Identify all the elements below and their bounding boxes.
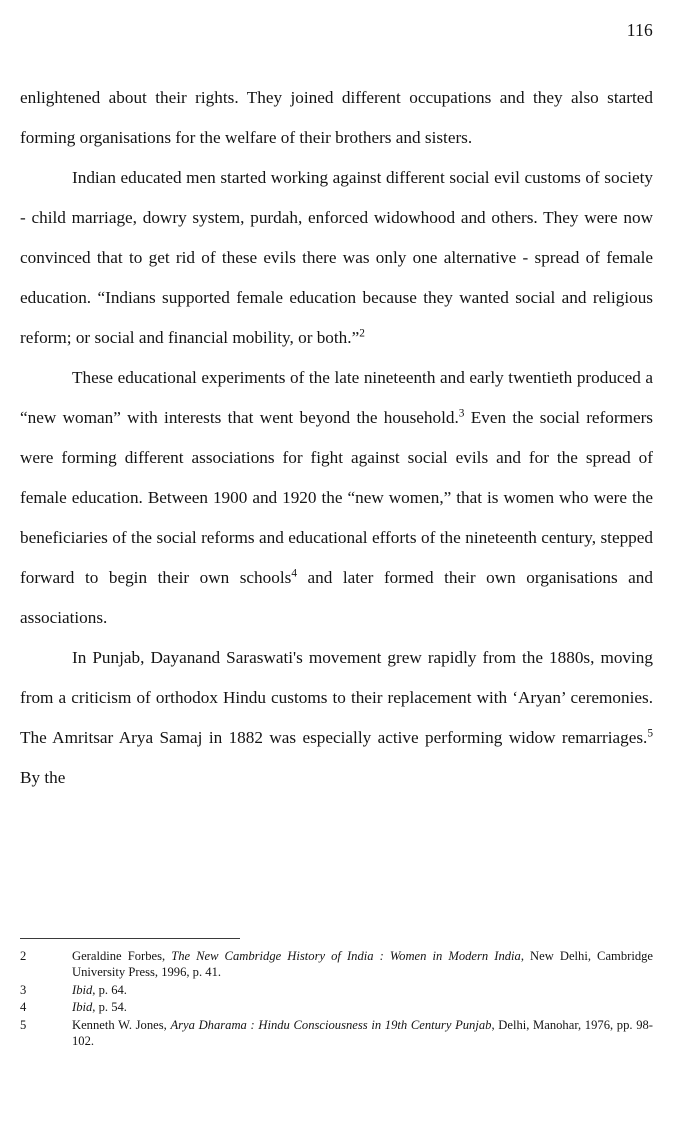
body-text bbox=[20, 78, 653, 798]
footnote-text bbox=[72, 982, 653, 998]
paragraph-3-text-b: Even the social reformers were forming different associations for fight against social evils and for the spread of female education. Between 1900 and 1920 the “new women,” that is women who were the beneficiaries of the social reforms and educational efforts of the nineteenth century, stepped forward to begin their own schools bbox=[20, 408, 653, 587]
page-number: 116 bbox=[626, 20, 653, 40]
footnote-text bbox=[72, 948, 653, 981]
footnote-separator-rule bbox=[20, 938, 240, 939]
footnote-text-pre: Kenneth W. Jones, bbox=[72, 1017, 171, 1032]
footnote-marker-3[interactable]: 3 bbox=[458, 407, 465, 420]
paragraph-4-text-b: By the bbox=[20, 768, 66, 787]
paragraph-3-text-c: and later formed their own organisations and associations. bbox=[20, 568, 653, 627]
footnote-title-italic: Arya Dharama : Hindu Consciousness in 19th Century Punjab bbox=[170, 1017, 492, 1032]
footnote-item bbox=[20, 982, 653, 998]
paragraph-1 bbox=[20, 78, 653, 158]
footnote-title-italic: Ibid bbox=[72, 1000, 93, 1015]
footnote-marker-2[interactable]: 2 bbox=[359, 327, 365, 340]
footnote-number: 3 bbox=[20, 982, 27, 997]
footnote-text-post: , Delhi, Manohar, 1976, pp. 98-102. bbox=[72, 1017, 653, 1049]
paragraph-3-text-a: These educational experiments of the late nineteenth and early twentieth produced a “new woman” with interests that went beyond the household. bbox=[20, 368, 653, 427]
paragraph-2-text: Indian educated men started working against different social evil customs of society - child marriage, dowry system, purdah, enforced widowhood and others. They were now convinced that to get rid of these evils there was only one alternative - spread of female education. “Indians supported female education because they wanted social and religious reform; or social and financial mobility, or both.” bbox=[20, 168, 653, 347]
paragraph-4-text-a: In Punjab, Dayanand Saraswati's movement grew rapidly from the 1880s, moving from a criticism of orthodox Hindu customs to their replacement with ‘Aryan’ ceremonies. The Amritsar Arya Samaj in 1882 was especially active performing widow remarriages. bbox=[20, 648, 653, 747]
footnote-text-post: , p. 54. bbox=[92, 1000, 127, 1015]
footnote-marker-4[interactable]: 4 bbox=[291, 567, 297, 580]
footnote-marker-5[interactable]: 5 bbox=[647, 727, 653, 740]
footnote-text-pre: Geraldine Forbes, bbox=[72, 949, 172, 963]
footnote-number: 5 bbox=[20, 1017, 27, 1032]
footnote-item bbox=[20, 948, 653, 981]
footnote-text bbox=[72, 1017, 653, 1050]
footnote-number: 2 bbox=[20, 949, 27, 963]
footnote-item bbox=[20, 1017, 653, 1050]
footnote-text-post: , New Delhi, Cambridge University Press, 1996, p. 41. bbox=[72, 949, 653, 980]
paragraph-1-text: enlightened about their rights. They joined different occupations and they also started forming organisations for the welfare of their brothers and sisters. bbox=[20, 88, 653, 147]
footnote-title-italic: Ibid bbox=[72, 982, 93, 997]
footnote-text-post: , p. 64. bbox=[92, 982, 127, 997]
footnote-number: 4 bbox=[20, 1000, 27, 1015]
paragraph-2 bbox=[20, 158, 653, 358]
paragraph-4 bbox=[20, 638, 653, 798]
footnote-list bbox=[20, 948, 653, 1049]
footnote-item bbox=[20, 999, 653, 1015]
footnote-text bbox=[72, 999, 653, 1015]
footnote-title-italic: The New Cambridge History of India : Women in Modern India bbox=[171, 949, 521, 963]
paragraph-3 bbox=[20, 358, 653, 638]
footnotes-section bbox=[20, 938, 653, 1050]
